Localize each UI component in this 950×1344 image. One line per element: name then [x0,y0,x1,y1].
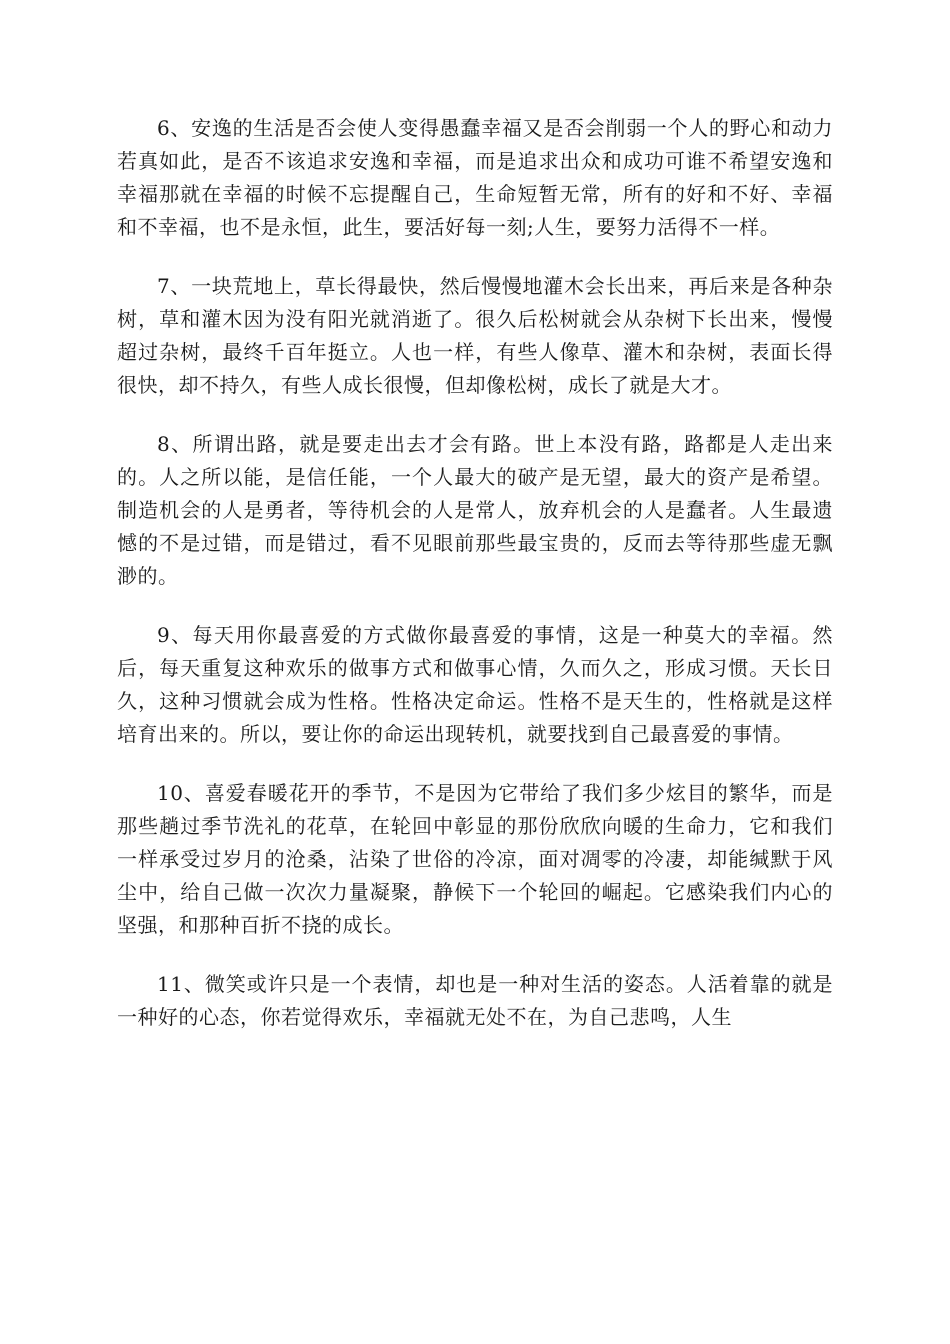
paragraph-6: 6、安逸的生活是否会使人变得愚蠢幸福又是否会削弱一个人的野心和动力若真如此，是否不该追求安逸和幸福，而是追求出众和成功可谁不希望安逸和幸福那就在幸福的时候不忘提醒自己，生命短暂无常，所有的好和不好、幸福和不幸福，也不是永恒，此生，要活好每一刻;人生，要努力活得不一样。 [117,116,833,239]
document-body [117,112,833,1060]
paragraph-9: 9、每天用你最喜爱的方式做你最喜爱的事情，这是一种莫大的幸福。然后，每天重复这种欢乐的做事方式和做事心情，久而久之，形成习惯。天长日久，这种习惯就会成为性格。性格决定命运。性格不是天生的，性格就是这样培育出来的。所以，要让你的命运出现转机，就要找到自己最喜爱的事情。 [117,623,833,746]
paragraph-11: 11、微笑或许只是一个表情，却也是一种对生活的姿态。人活着靠的就是一种好的心态，你若觉得欢乐，幸福就无处不在，为自己悲鸣，人生 [117,972,833,1029]
paragraph-7: 7、一块荒地上，草长得最快，然后慢慢地灌木会长出来，再后来是各种杂树，草和灌木因为没有阳光就消逝了。很久后松树就会从杂树下长出来，慢慢超过杂树，最终千百年挺立。人也一样，有些人像草、灌木和杂树，表面长得很快，却不持久，有些人成长很慢，但却像松树，成长了就是大才。 [117,274,833,397]
paragraph-10: 10、喜爱春暖花开的季节，不是因为它带给了我们多少炫目的繁华，而是那些趟过季节洗礼的花草，在轮回中彰显的那份欣欣向暖的生命力，它和我们一样承受过岁月的沧桑，沾染了世俗的冷凉，面对凋零的冷凄，却能缄默于风尘中，给自己做一次次力量凝聚，静候下一个轮回的崛起。它感染我们内心的坚强，和那种百折不挠的成长。 [117,781,833,937]
paragraph-8: 8、所谓出路，就是要走出去才会有路。世上本没有路，路都是人走出来的。人之所以能，是信任能，一个人最大的破产是无望，最大的资产是希望。制造机会的人是勇者，等待机会的人是常人，放弃机会的人是蠢者。人生最遗憾的不是过错，而是错过，看不见眼前那些最宝贵的，反而去等待那些虚无飘渺的。 [117,432,833,588]
